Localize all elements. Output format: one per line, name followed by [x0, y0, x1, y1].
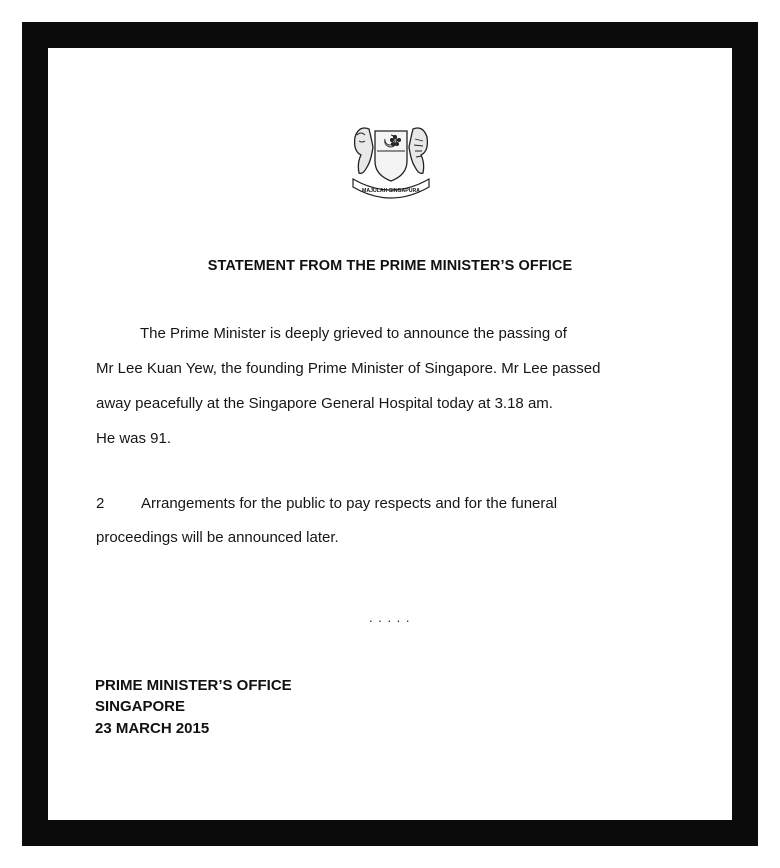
paragraph1-line-4: He was 91.: [96, 430, 172, 447]
singapore-coat-of-arms-logo: [345, 117, 437, 205]
paragraph2-line-2: proceedings will be announced later.: [96, 529, 339, 546]
paragraph2-line-1: Arrangements for the public to pay respects and for the funeral: [141, 495, 558, 512]
paragraph1-line-3: away peacefully at the Singapore General Hospital today at 3.18 am.: [96, 395, 553, 412]
statement-title: STATEMENT FROM THE PRIME MINISTER’S OFFICE: [207, 258, 573, 274]
crest-motto: MAJULAH SINGAPURA: [362, 188, 420, 194]
paragraph2-number: 2: [96, 495, 105, 512]
paragraph1-line-2: Mr Lee Kuan Yew, the founding Prime Minister of Singapore. Mr Lee passed: [96, 360, 601, 377]
paragraph1-line-1: The Prime Minister is deeply grieved to announce the passing of: [140, 325, 567, 342]
signature-country: SINGAPORE: [95, 698, 186, 715]
signature-date: 23 MARCH 2015: [95, 720, 210, 737]
signature-office: PRIME MINISTER’S OFFICE: [95, 677, 292, 694]
section-separator: . . . . .: [369, 610, 411, 625]
